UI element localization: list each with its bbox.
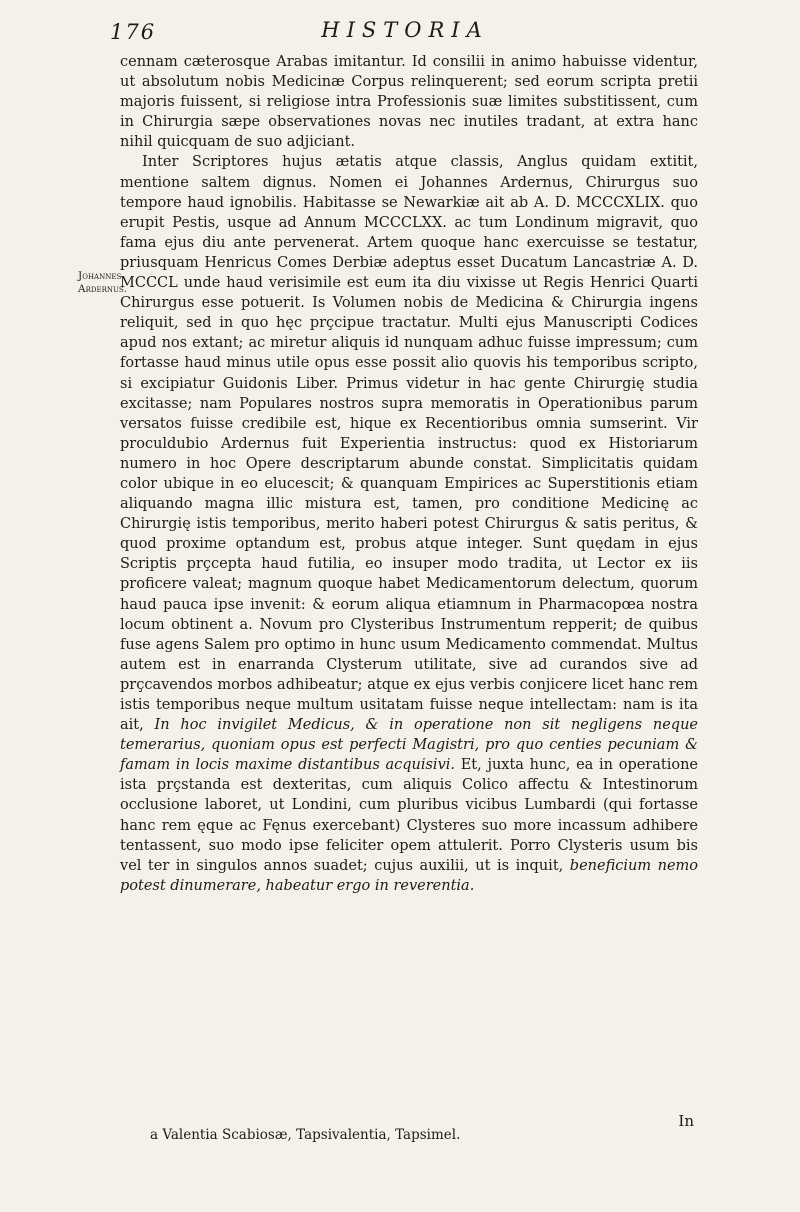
- body-text: [120, 52, 698, 896]
- catchword: In: [678, 1112, 694, 1130]
- page-header: [110, 16, 700, 52]
- quote-italic-1: In hoc invigilet Medicus, & in operatione non sit negligens neque temerarius, quoniam opus est perfecti Magistri, pro quo centies pecuniam & famam in locis maxime distantibus acquisivi.: [120, 717, 698, 774]
- paragraph-1: cennam cæterosque Arabas imitantur. Id consilii in animo habuisse videntur, ut absolutum nobis Medicinæ Corpus relinquerent; sed eorum scripta pretii majoris fuissent, si religiose intra Professionis suæ limites substitissent, cum in Chirurgia sæpe observationes novas nec inutiles tradant, at extra hanc nihil quicquam de suo adjiciant.: [120, 54, 698, 151]
- quote-italic-2: beneficium nemo potest dinumerare, habeatur ergo in reverentia.: [120, 857, 699, 894]
- margin-note: Johannes Ardernus.: [78, 270, 128, 295]
- paragraph-2: [120, 152, 698, 895]
- footnote: a Valentia Scabiosæ, Tapsivalentia, Tapsimel.: [150, 1127, 461, 1143]
- paragraph-2-text: Inter Scriptores hujus ætatis atque classis, Anglus quidam extitit, mentione saltem dignus. Nomen ei Johannes Ardernus, Chirurgus suo tempore haud ignobilis. Habitasse se Newarkiæ ait ab A. D. MCCCXLIX. quo erupit Pestis, usque ad Annum MCCCLXX. ac tum Londinum migravit, quo fama ejus diu ante pervenerat. Artem quoque hanc exercuisse se testatur, priusquam Henricus Comes Derbiæ adeptus esset Ducatum Lancastriæ A. D. MCCCL unde haud verisimile est eum ita diu vixisse ut Regis Henrici Quarti Chirurgus esse potuerit. Is Volumen nobis de Medicina & Chirurgia ingens reliquit, sed in quo hęc prçcipue tractatur. Multi ejus Manuscripti Codices apud nos extant; ac miretur aliquis id nunquam adhuc fuisse impressum; cum fortasse haud minus utile opus esse possit alio quovis his temporibus scripto, si excipiatur Guidonis Liber. Primus videtur in hac gente Chirurgię studia excitasse; nam Populares nostros supra memoratis in Operationibus parum versatos fuisse credibile est, hique ex Recentioribus omnia sumserint. Vir proculdubio Ardernus fuit Experientia instructus: quod ex Historiarum numero in hoc Opere descriptarum abunde constat. Simplicitatis quidam color ubique in eo elucescit; & quanquam Empirices ac Superstitionis etiam aliquando magna illic mistura est, tamen, pro conditione Medicinę ac Chirurgię istis temporibus, merito haberi potest Chirurgus & satis peritus, & quod proxime optandum est, probus atque integer. Sunt quędam in ejus Scriptis prçcepta haud futilia, eo insuper modo tradita, ut Lector ex iis proficere valeat; magnum quoque habet Medicamentorum delectum, quorum haud pauca ipse invenit: & eorum aliqua etiamnum in Pharmacopœa nostra locum obtinent a. Novum pro Clysteribus Instrumentum repperit; de quibus fuse agens Salem pro optimo in hunc usum Medicamento commendat. Multus autem est in enarranda Clysterum utilitate, sive ad curandos sive ad prçcavendos morbos adhibeatur; atque ex ejus verbis conjicere licet hanc rem istis temporibus neque multum usitatam fuisse neque intellectam: nam is ita ait,: [120, 154, 698, 734]
- page-number: 176: [110, 20, 157, 44]
- paragraph-2-continued: Et, juxta hunc, ea in operatione ista prçstanda est dexteritas, cum aliquis Colico affectu & Intestinorum occlusione laboret, ut Londini, cum pluribus vicibus Lumbardi (qui fortasse hanc rem ęque ac Fęnus exercebant) Clysteres suo more incassum adhibere tentassent, suo modo ipse feliciter opem attulerit. Porro Clysteris usum bis vel ter in singulos annos suadet; cujus auxilii, ut is inquit,: [120, 757, 698, 874]
- running-title: HISTORIA: [321, 18, 489, 42]
